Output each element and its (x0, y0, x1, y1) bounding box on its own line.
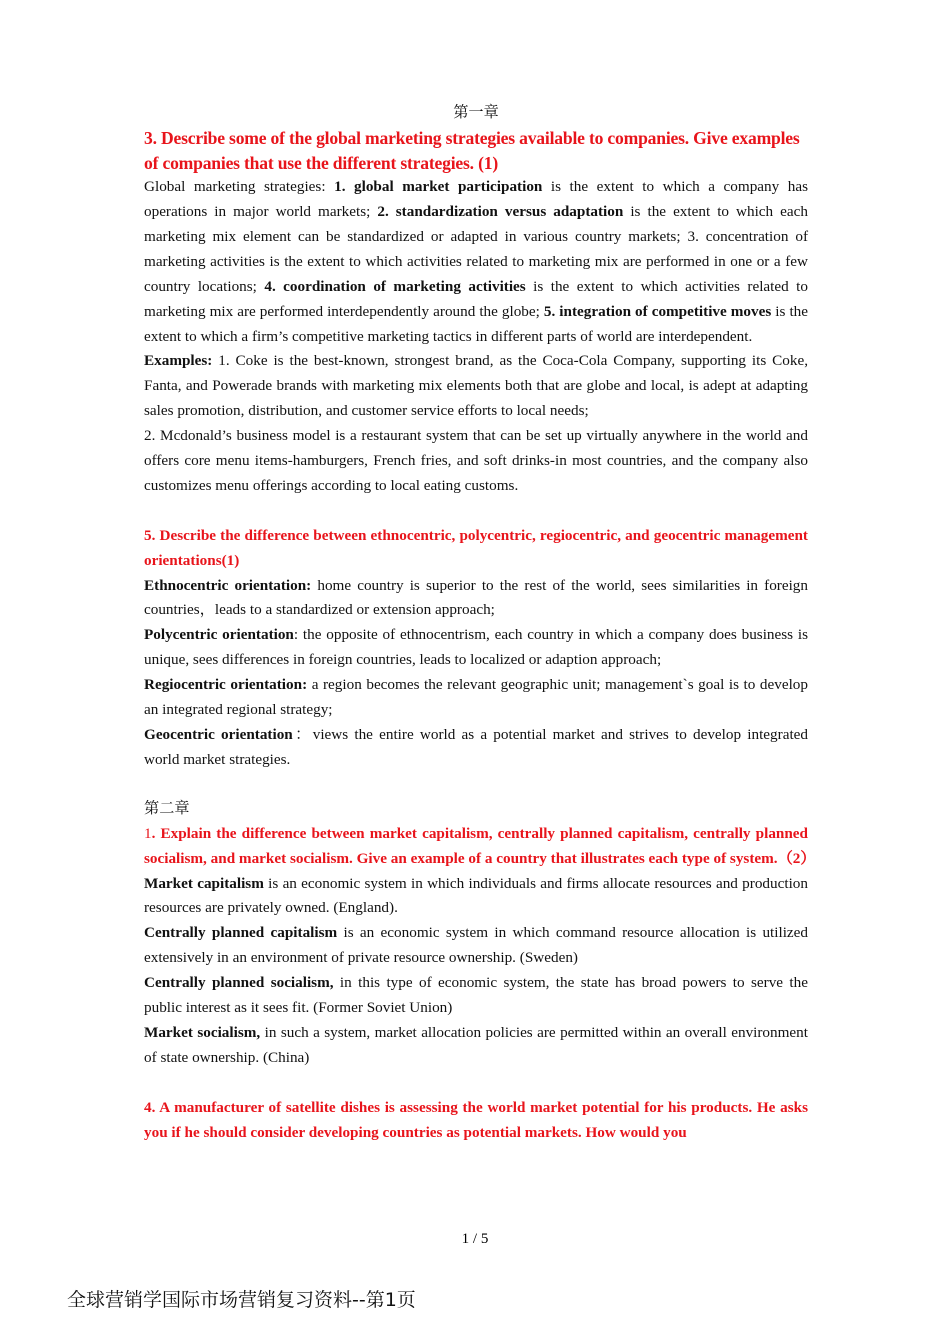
answer-strategies (144, 175, 808, 349)
term-polycentric: Polycentric orientation (144, 626, 294, 644)
page-number: 1 / 5 (461, 1231, 489, 1247)
example-coke: 1. Coke is the best-known, strongest brand, as the Coca-Cola Company, supporting its Coke, Fanta, and Powerade brands with marketing mix elements both that are globe and local, is adept at adapting sales promotion, distribution, and customer service efforts to local needs; (144, 352, 808, 420)
chapter-1-title: 第一章 (453, 104, 499, 121)
term-geocentric: Geocentric orientation (144, 726, 293, 744)
term-ethnocentric: Ethnocentric orientation: (144, 576, 312, 594)
geocentric-paragraph (144, 723, 808, 773)
text-coordination: is the extent to which activities related to marketing mix are performed interdependently around the globe; (144, 277, 808, 320)
market-capitalism-paragraph (144, 872, 808, 922)
term-centrally-planned-capitalism: Centrally planned capitalism (144, 924, 338, 942)
term-regiocentric: Regiocentric orientation: (144, 676, 308, 694)
text-polycentric: : the opposite of ethnocentrism, each country in which a company does business is unique, sees differences in foreign countries, leads to localized or adaption approach; (144, 626, 808, 669)
text-centrally-planned-capitalism: is an economic system in which command resource allocation is utilized extensively in an environment of private resource ownership. (Sweden) (144, 924, 808, 967)
text-centrally-planned-socialism: in this type of economic system, the state has broad powers to serve the public interest as it sees fit. (Former Soviet Union) (144, 974, 808, 1017)
question-ch2-1 (144, 822, 816, 872)
text-geocentric: ：views the entire world as a potential market and strives to develop integrated world market strategies. (144, 726, 808, 768)
term-market-capitalism: Market capitalism (144, 874, 264, 892)
ethnocentric-paragraph (144, 574, 808, 624)
text-global-market-participation: is the extent to which a company has operations in major world markets; (144, 178, 808, 220)
term-coordination: 4. coordination of marketing activities (264, 277, 526, 295)
examples-paragraph (144, 349, 808, 424)
question-ch2-4: 4. A manufacturer of satellite dishes is assessing the world market potential for his products. He asks you if he should consider developing countries as potential markets. How would you (144, 1098, 808, 1141)
document-page (144, 101, 816, 1146)
examples-label: Examples: (144, 352, 213, 370)
text-standardization: is the extent to which each marketing mix element can be standardized or adapted in various country markets; 3. concentration of marketing activities is the extent to which activities related to marketing mix are performed in one or a few country locations; (144, 203, 808, 295)
centrally-planned-capitalism-paragraph (144, 921, 808, 971)
text-market-capitalism: is an economic system in which individuals and firms allocate resources and production resources are privately owned. (England). (144, 874, 808, 917)
polycentric-paragraph (144, 623, 808, 673)
text-regiocentric: a region becomes the relevant geographic unit; management`s goal is to develop an integrated regional strategy; (144, 676, 808, 719)
question-ch1-5: 5. Describe the difference between ethnocentric, polycentric, regiocentric, and geocentric management orientations(1) (144, 526, 808, 569)
question-ch2-1-number: 1 (144, 824, 152, 842)
term-market-socialism: Market socialism, (144, 1023, 261, 1041)
question-ch1-3: 3. Describe some of the global marketing strategies available to companies. Give examples of companies that use the different strategies. (1) (144, 127, 800, 173)
term-global-market-participation: 1. global market participation (334, 178, 543, 196)
text-market-socialism: in such a system, market allocation policies are permitted within an overall environment of state ownership. (China) (144, 1023, 808, 1066)
market-socialism-paragraph (144, 1021, 808, 1071)
strategies-intro: Global marketing strategies: (144, 178, 335, 196)
centrally-planned-socialism-paragraph (144, 971, 808, 1021)
term-centrally-planned-socialism: Centrally planned socialism, (144, 974, 334, 992)
term-standardization: 2. standardization versus adaptation (377, 203, 624, 220)
text-integration: is the extent to which a firm’s competitive marketing tactics in different parts of world are interdependent. (144, 302, 809, 345)
footer-caption: 全球营销学国际市场营销复习资料--第1页 (67, 1289, 416, 1311)
regiocentric-paragraph (144, 673, 808, 723)
text-ethnocentric: home country is superior to the rest of the world, sees similarities in foreign countries，leads to a standardized or extension approach; (144, 576, 808, 619)
chapter-2-title: 第二章 (144, 799, 190, 817)
term-integration: 5. integration of competitive moves (543, 302, 772, 320)
question-ch2-1-text: . Explain the difference between market capitalism, centrally planned capitalism, centrally planned socialism, and market socialism. Give an example of a country that illustrates each type of system.（2） (144, 824, 816, 867)
example-mcdonalds: 2. Mcdonald’s business model is a restaurant system that can be set up virtually anywhere in the world and offers core menu items-hamburgers, French fries, and soft drinks-in most countries, and the company also customizes menu offerings according to local eating customs. (144, 427, 808, 494)
